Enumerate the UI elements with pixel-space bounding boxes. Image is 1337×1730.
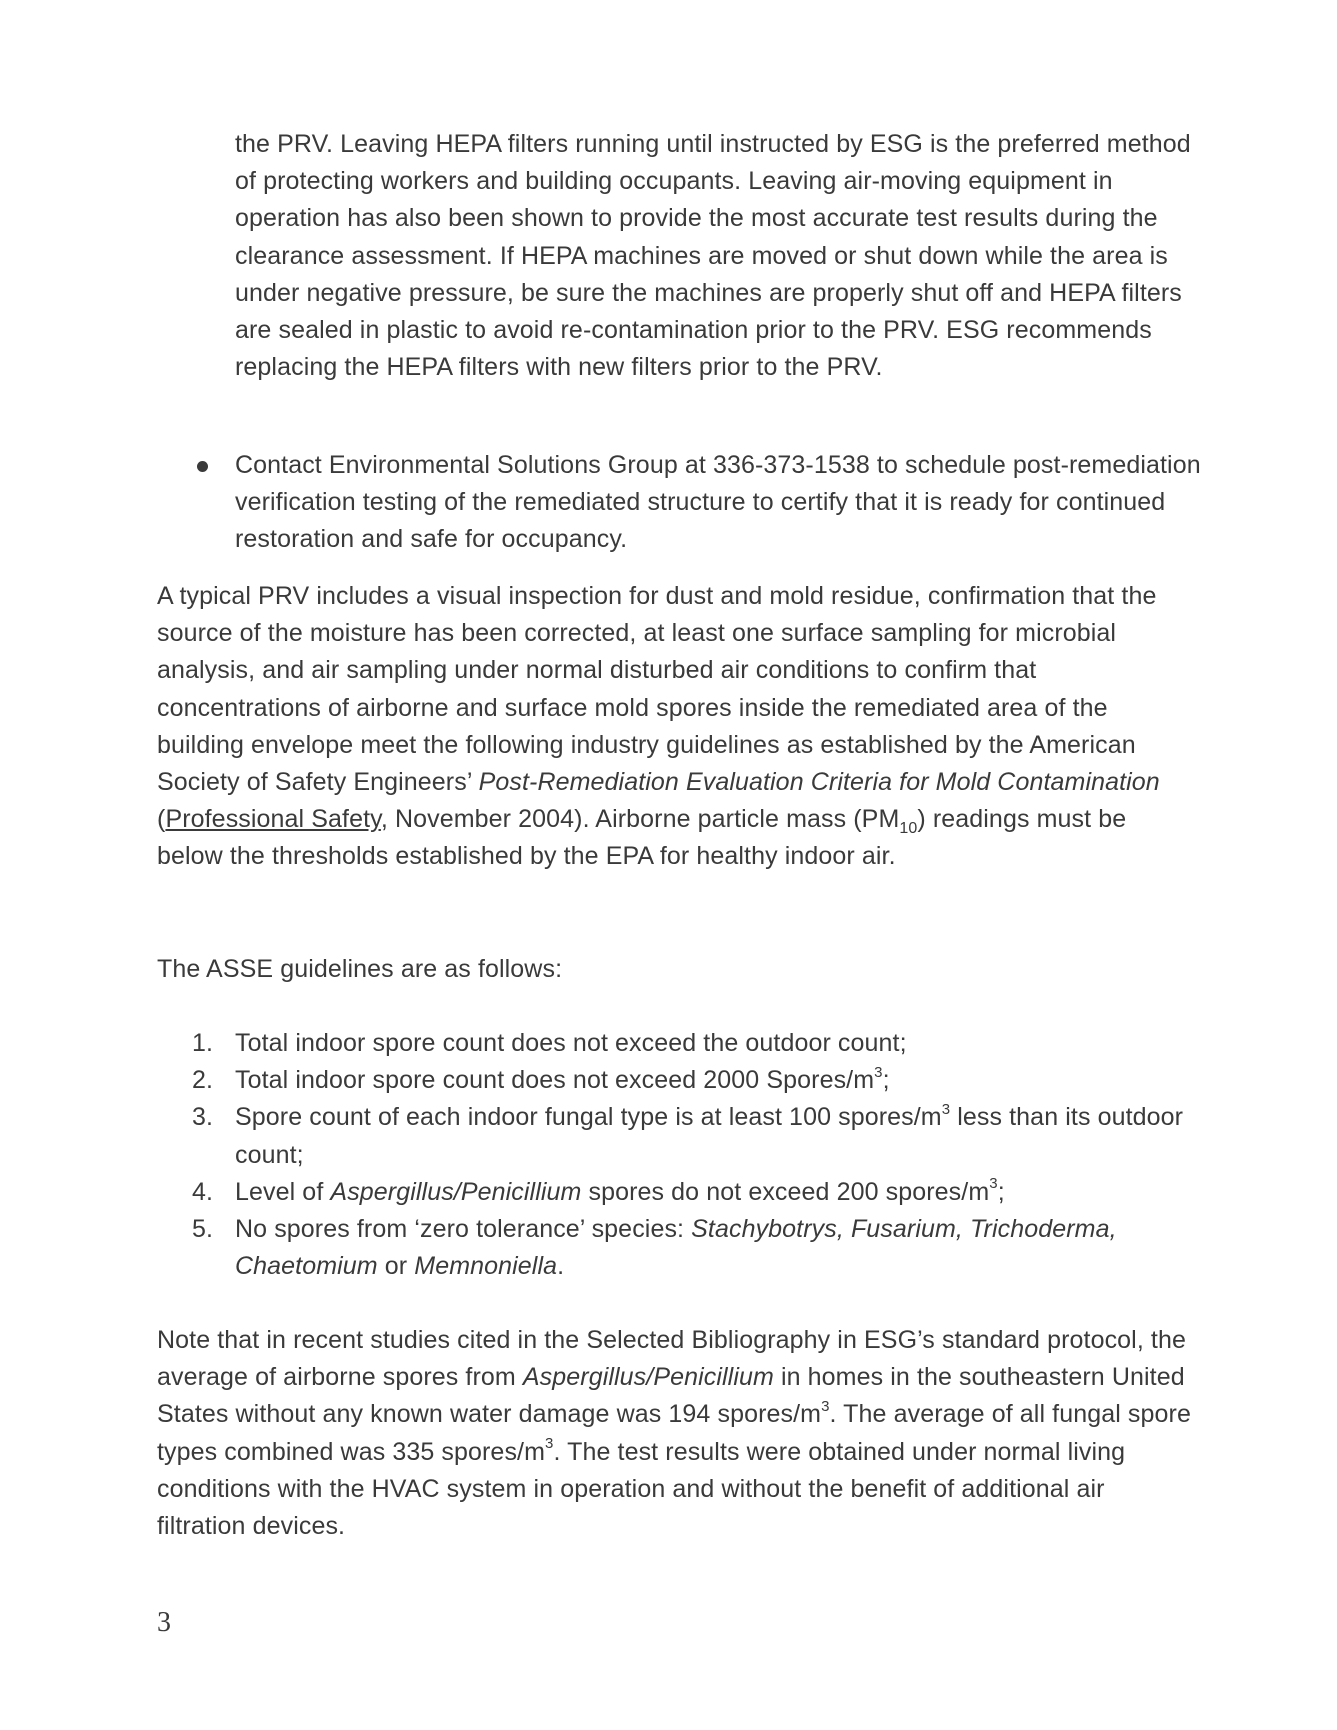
guideline-text: Total indoor spore count does not exceed 2000 Spores/m [235, 1066, 875, 1095]
list-item [185, 1062, 1215, 1099]
pm-text-a: Airborne particle mass (PM [589, 805, 900, 834]
page-number: 3 [157, 1607, 171, 1638]
guideline-text-mid: or [377, 1252, 415, 1281]
list-item [185, 1211, 1215, 1285]
pm-subscript: 10 [899, 820, 918, 838]
genus-name: Aspergillus/Penicillium [330, 1177, 582, 1206]
continuation-paragraph: the PRV. Leaving HEPA filters running until instructed by ESG is the preferred method of protecting workers and building occupants. Leaving air-moving equipment in operation has also been shown to provide the most accurate test results during the clearance assessment. If HEPA machines are moved or shut down while the area is under negative pressure, be sure the machines are properly shut off and HEPA filters are sealed in plastic to avoid re-contamination prior to the PRV. ESG recommends replacing the HEPA filters with new filters prior to the PRV. [235, 130, 1191, 382]
item-number: 5. [192, 1215, 214, 1244]
note-text-d: . The test results were obtained under normal living conditions with the HVAC system in operation and without the benefit of additional air filtration devices. [157, 1437, 1126, 1541]
pm-text-b: ) readings must be below the thresholds established by the EPA for healthy indoor air. [157, 805, 1127, 871]
item-number: 4. [192, 1177, 214, 1206]
open-paren: ( [157, 805, 166, 834]
list-item [185, 1099, 1215, 1173]
guideline-text: Total indoor spore count does not exceed the outdoor count; [235, 1029, 907, 1057]
prv-text: A typical PRV includes a visual inspection for dust and mold residue, confirmation that the source of the moisture has been corrected, at least one surface sampling for microbial analysis, and air sampling under normal disturbed air conditions to confirm that concentrations of airborne and surface mold spores inside the remediated area of the building envelope meet the following industry guidelines as established by the American Society of Safety Engineers’ [157, 582, 1157, 797]
guidelines-list [185, 1025, 1215, 1285]
journal-name: Professional Safety [165, 805, 381, 834]
guideline-text-end: . [557, 1252, 565, 1281]
item-number: 3. [192, 1103, 214, 1132]
guideline-text: No spores from ‘zero tolerance’ species: [235, 1215, 692, 1244]
bullet-text: Contact Environmental Solutions Group at 336-373-1538 to schedule post-remediation verification testing of the remediated structure to certify that it is ready for continued restoration and safe for occupancy. [235, 451, 1201, 554]
prv-paragraph [157, 578, 1197, 876]
bullet-icon [197, 461, 208, 472]
exponent: 3 [821, 1398, 830, 1416]
note-text-c: . The average of all fungal spore types combined was 335 spores/m [157, 1400, 1191, 1466]
guideline-text-end: ; [882, 1066, 890, 1095]
guideline-text: Level of [235, 1177, 331, 1206]
species-names: Stachybotrys, Fusarium, Trichoderma, Chaetomium [235, 1215, 1117, 1281]
exponent: 3 [941, 1101, 951, 1119]
guideline-text-mid: spores do not exceed 200 spores/m [581, 1177, 990, 1206]
bullet-list [185, 447, 1215, 559]
exponent: 3 [545, 1435, 554, 1453]
list-item [185, 1174, 1215, 1211]
guideline-text: Spore count of each indoor fungal type is at least 100 spores/m [235, 1103, 942, 1132]
exponent: 3 [989, 1175, 998, 1193]
item-number: 2. [192, 1066, 214, 1095]
list-item [185, 447, 1215, 559]
note-paragraph [157, 1322, 1197, 1545]
criteria-title: Post-Remediation Evaluation Criteria for Mold Contamination [478, 768, 1160, 797]
species-name: Memnoniella [414, 1252, 558, 1281]
exponent: 3 [874, 1063, 883, 1081]
note-text-b: in homes in the southeastern United States without any known water damage was 194 spores/m [157, 1363, 1185, 1429]
publication-date: , November 2004). [380, 805, 590, 834]
asse-intro: The ASSE guidelines are as follows: [157, 955, 563, 983]
guideline-text-end: ; [997, 1177, 1005, 1206]
item-number: 1. [192, 1029, 214, 1057]
genus-name: Aspergillus/Penicillium [522, 1363, 774, 1392]
guideline-text-end: less than its outdoor count; [235, 1103, 1184, 1169]
note-text-a: Note that in recent studies cited in the Selected Bibliography in ESG’s standard protocol, the average of airborne spores from [157, 1326, 1186, 1392]
list-item [185, 1025, 1215, 1062]
